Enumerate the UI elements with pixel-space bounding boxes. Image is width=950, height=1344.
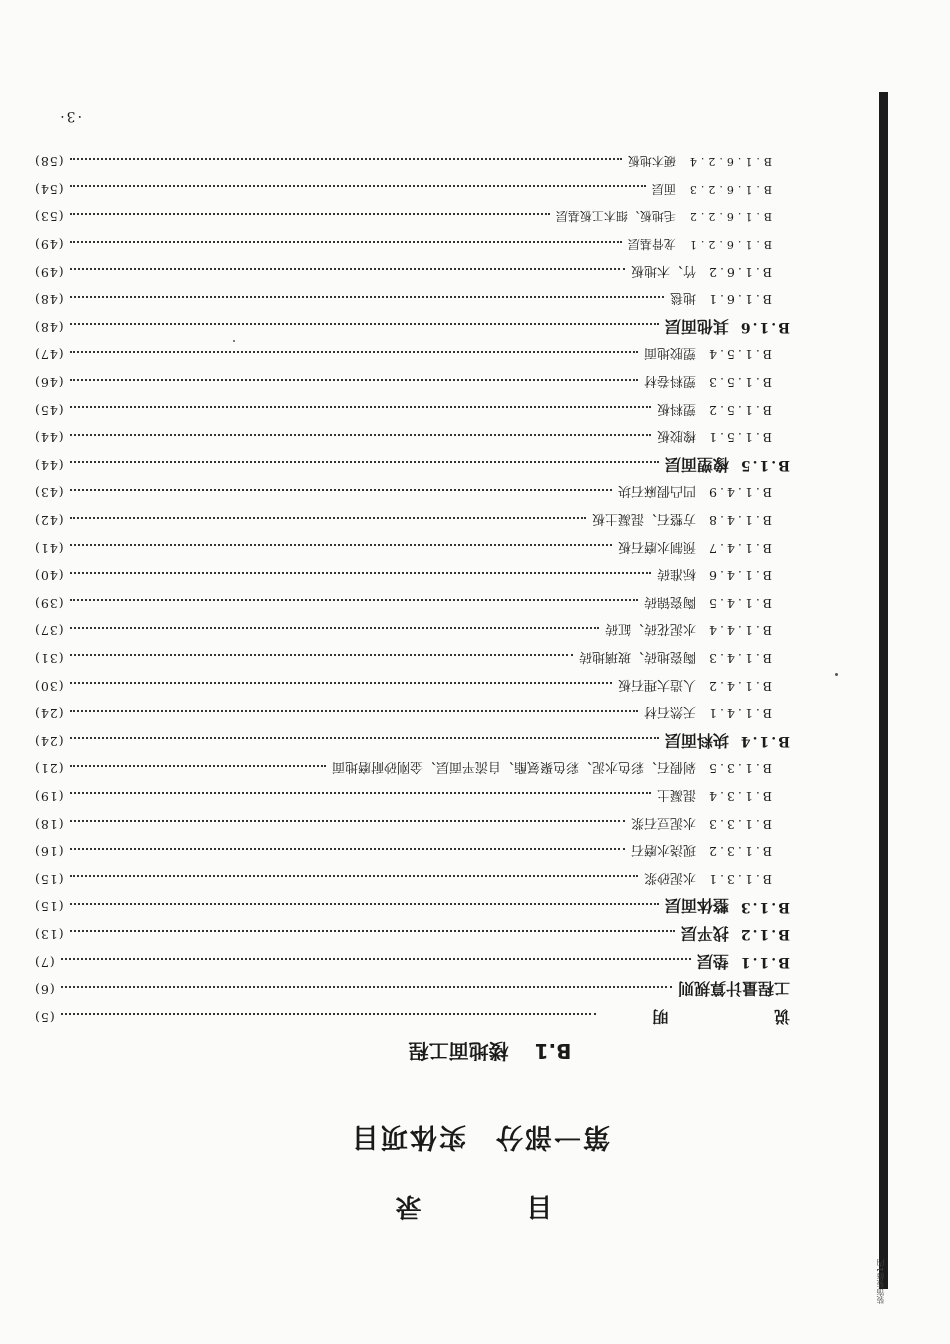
toc-entry-b-1-5-1[interactable]: [34, 424, 790, 452]
entry-label: 塑料卷材: [644, 373, 697, 389]
entry-page: (21): [34, 761, 64, 777]
entry-code: B.1.6.2: [706, 264, 772, 280]
entry-label: 面层: [651, 181, 676, 196]
entry-code: B.1.6.1: [706, 292, 772, 308]
entry-label: 水泥砂浆: [644, 869, 697, 885]
toc-entry-b-1-4-7[interactable]: [34, 534, 790, 562]
entry-code: B.1.3.4: [706, 788, 772, 804]
dot-leader: [70, 379, 638, 381]
toc-entry-b-1-6[interactable]: [34, 314, 790, 342]
toc-entry-b-1-6-2-4[interactable]: [34, 148, 790, 176]
entry-code: B.1.4.8: [706, 513, 772, 529]
entry-page: (18): [34, 816, 64, 832]
entry-label: 方整石、混凝土板: [592, 511, 697, 527]
entry-label: 竹、木地板: [631, 262, 697, 278]
entry-code: B.1.4.4: [706, 623, 772, 639]
dot-leader: [61, 1013, 597, 1015]
entry-page: (58): [34, 154, 64, 170]
entry-label: 塑胶地面: [644, 345, 697, 361]
entry-label: 地毯: [670, 290, 697, 306]
toc-entry-b-1-4[interactable]: [34, 727, 790, 755]
entry-page: (43): [34, 485, 64, 501]
entry-label: 标准砖: [657, 566, 697, 582]
toc-entry-b-1-3-2[interactable]: [34, 838, 790, 866]
entry-page: (42): [34, 513, 64, 529]
entry-label: 毛地板、细木工板基层: [555, 209, 676, 224]
entry-page: (53): [34, 209, 64, 225]
dot-leader: [70, 406, 651, 408]
entry-code: B.1.4.3: [706, 650, 772, 666]
entry-page: (16): [34, 844, 64, 860]
entry-page: (44): [34, 457, 64, 473]
entry-code: B.1.4.6: [706, 568, 772, 584]
toc-entry-b-1-1[interactable]: [34, 948, 790, 976]
entry-page: (19): [34, 788, 64, 804]
toc-entry-b-1-6-2-2[interactable]: [34, 203, 790, 231]
toc-entry-b-1-5[interactable]: [34, 452, 790, 480]
entry-page: (41): [34, 540, 64, 556]
entry-label: 天然石材: [644, 704, 697, 720]
entry-label: 找平层: [680, 923, 729, 943]
section-name: 楼地面工程: [408, 1039, 509, 1063]
entry-code: B.1.4.9: [706, 485, 772, 501]
entry-page: (24): [34, 706, 64, 722]
scan-speck: [835, 673, 838, 676]
dot-leader: [70, 848, 625, 850]
entry-code: B.1.4.1: [706, 706, 772, 722]
toc-entry-b-1-4-8[interactable]: [34, 507, 790, 535]
entry-page: (30): [34, 678, 64, 694]
dot-leader: [61, 986, 672, 988]
dot-leader: [70, 213, 550, 215]
entry-code: B.1.2: [738, 926, 790, 943]
page-title: 目 录: [347, 1191, 553, 1221]
entry-code: B.1.6.2.4: [685, 155, 772, 169]
dot-leader: [70, 572, 651, 574]
dot-leader: [70, 682, 612, 684]
entry-page: (44): [34, 430, 64, 446]
entry-code: B.1.5.3: [706, 375, 772, 391]
dot-leader: [70, 323, 659, 325]
dot-leader: [70, 654, 573, 656]
entry-code: B.1.3.5: [706, 761, 772, 777]
toc-entry-b-1-6-1[interactable]: [34, 286, 790, 314]
dot-leader: [61, 958, 691, 960]
entry-page: (49): [34, 237, 64, 253]
entry-page: (5): [34, 1009, 55, 1025]
toc-entry-b-1-5-2[interactable]: [34, 396, 790, 424]
dot-leader: [70, 268, 625, 270]
entry-page: (40): [34, 568, 64, 584]
page-number: ·3·: [58, 108, 82, 124]
toc-entry-b-1-3-4[interactable]: [34, 783, 790, 811]
toc-entry-b-1-4-3[interactable]: [34, 645, 790, 673]
edge-label: 装饰装修1内: [876, 1258, 885, 1304]
entry-code: B.1.3.3: [706, 816, 772, 832]
toc-entry-b-1-3[interactable]: [34, 893, 790, 921]
entry-label: 凹凸假麻石块: [618, 483, 697, 499]
entry-code: B.1.4.7: [706, 540, 772, 556]
entry-label: 其他面层: [664, 316, 729, 336]
dot-leader: [70, 599, 638, 601]
entry-label: 硬木地板: [627, 154, 676, 169]
entry-label: 剁假石、彩色水泥、彩色聚氨酯、自流平面层、金刚砂耐磨地面: [332, 759, 697, 775]
dot-leader: [70, 351, 638, 353]
entry-page: (48): [34, 319, 64, 335]
binding-edge: [879, 92, 888, 1289]
entry-code: B.1.6.2.2: [685, 210, 772, 224]
entry-code: B.1.5.1: [706, 430, 772, 446]
toc-entry-b-1-3-1[interactable]: [34, 865, 790, 893]
dot-leader: [70, 241, 622, 243]
entry-label: 块料面层: [664, 730, 729, 750]
entry-label: 陶瓷地砖、玻璃地砖: [579, 648, 697, 664]
entry-page: (47): [34, 347, 64, 363]
entry-code: B.1.6.2.1: [685, 238, 772, 252]
toc-entry-b-1-3-3[interactable]: [34, 810, 790, 838]
entry-page: (15): [34, 871, 64, 887]
entry-page: (13): [34, 926, 64, 942]
entry-label: 混凝土: [657, 786, 697, 802]
toc-entry-b-1-6-2[interactable]: [34, 258, 790, 286]
section-title: [330, 1038, 650, 1067]
entry-page: (54): [34, 181, 64, 197]
entry-label: 人造大理石板: [618, 676, 697, 692]
entry-code: B.1.5: [738, 457, 790, 474]
dot-leader: [70, 875, 638, 877]
entry-page: (48): [34, 292, 64, 308]
toc-entry-explanation[interactable]: [34, 1003, 790, 1031]
dot-leader: [70, 737, 659, 739]
entry-label: 现浇水磨石: [631, 842, 697, 858]
entry-page: (24): [34, 733, 64, 749]
entry-label: 水泥豆石浆: [631, 814, 697, 830]
entry-label: 说 明: [602, 1006, 790, 1026]
entry-page: (31): [34, 650, 64, 666]
toc-entry-b-1-2[interactable]: [34, 921, 790, 949]
entry-code: B.1.5.2: [706, 402, 772, 418]
entry-label: 垫层: [696, 951, 729, 971]
part-title: [260, 1120, 700, 1159]
entry-label: 整体面层: [664, 896, 729, 916]
entry-label: 龙骨基层: [627, 237, 676, 252]
entry-code: B.1.3.2: [706, 844, 772, 860]
entry-page: (45): [34, 402, 64, 418]
toc-entry-b-1-5-3[interactable]: [34, 369, 790, 397]
entry-code: B.1.3: [738, 898, 790, 915]
toc-entry-b-1-5-4[interactable]: [34, 341, 790, 369]
dot-leader: [70, 792, 651, 794]
toc-entry-rules[interactable]: [34, 976, 790, 1004]
entry-label: 陶瓷锦砖: [644, 593, 697, 609]
toc-entry-b-1-6-2-3[interactable]: [34, 176, 790, 204]
dot-leader: [70, 296, 664, 298]
dot-leader: [70, 930, 675, 932]
entry-label: 预制水磨石板: [618, 538, 697, 554]
toc-entry-b-1-4-4[interactable]: [34, 617, 790, 645]
toc-entry-b-1-3-5[interactable]: [34, 755, 790, 783]
toc-entry-b-1-4-5[interactable]: [34, 590, 790, 618]
dot-leader: [70, 517, 586, 519]
dot-leader: [70, 185, 646, 187]
entry-code: B.1.3.1: [706, 871, 772, 887]
toc-entry-b-1-4-1[interactable]: [34, 700, 790, 728]
entry-code: B.1.4.2: [706, 678, 772, 694]
entry-page: (49): [34, 264, 64, 280]
entry-code: B.1.5.4: [706, 347, 772, 363]
dot-leader: [70, 461, 659, 463]
entry-label: 水泥花砖、缸砖: [605, 621, 697, 637]
entry-code: B.1.4.5: [706, 595, 772, 611]
dot-leader: [70, 765, 326, 767]
part-name: 实体项目: [350, 1121, 466, 1152]
toc-entry-b-1-4-9[interactable]: [34, 479, 790, 507]
entry-label: 橡塑面层: [664, 454, 729, 474]
dot-leader: [70, 158, 622, 160]
entry-page: (37): [34, 623, 64, 639]
dot-leader: [70, 434, 651, 436]
part-number: 第一部分: [494, 1121, 610, 1152]
toc-entry-b-1-6-2-1[interactable]: [34, 231, 790, 259]
dot-leader: [70, 710, 638, 712]
entry-page: (7): [34, 954, 55, 970]
entry-code: B.1.6.2.3: [685, 182, 772, 196]
entry-page: (39): [34, 595, 64, 611]
toc-entry-b-1-4-2[interactable]: [34, 672, 790, 700]
dot-leader: [70, 903, 659, 905]
section-code: B.1: [534, 1039, 572, 1063]
entry-label: 橡胶板: [657, 428, 697, 444]
entry-code: B.1.1: [738, 954, 790, 971]
entry-page: (15): [34, 899, 64, 915]
scan-speck: [233, 340, 235, 342]
dot-leader: [70, 627, 599, 629]
dot-leader: [70, 544, 612, 546]
entry-label: 塑料板: [657, 400, 697, 416]
table-of-contents: [34, 148, 790, 1031]
dot-leader: [70, 489, 612, 491]
entry-label: 工程量计算规则: [677, 979, 790, 999]
entry-page: (46): [34, 375, 64, 391]
entry-page: (6): [34, 982, 55, 998]
dot-leader: [70, 820, 625, 822]
entry-code: B.1.4: [738, 733, 790, 750]
entry-code: B.1.6: [738, 319, 790, 336]
toc-entry-b-1-4-6[interactable]: [34, 562, 790, 590]
